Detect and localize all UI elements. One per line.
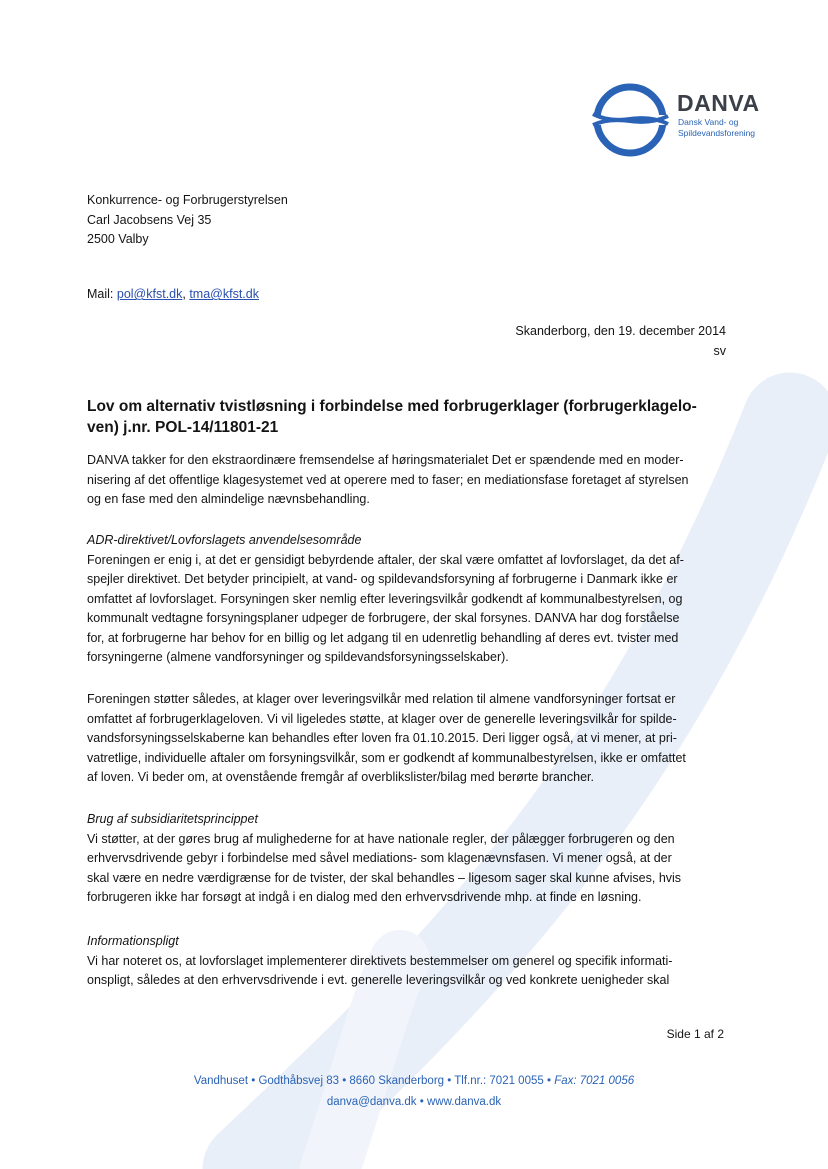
letter-title [87, 396, 737, 438]
paragraph-line: Vi støtter, at der gøres brug af mulighederne for at have nationale regler, der pålægger forbrugeren og den [87, 831, 675, 846]
email-link-pol[interactable]: pol@kfst.dk [116, 287, 183, 301]
paragraph-line: vatretlige, individuelle aftaler om forsyningsvilkår, som er godkendt af kommunalbestyrelsen, ikke er omfattet [87, 750, 686, 765]
section-adr [87, 531, 737, 668]
paragraph-line: Vi har noteret os, at lovforslaget implementerer direktivets bestemmelser om generel og specifik informati- [87, 953, 673, 968]
intro-line: DANVA takker for den ekstraordinære fremsendelse af høringsmaterialet Det er spændende med en moder- [87, 453, 684, 467]
author-initials: sv [713, 343, 726, 358]
paragraph-line: vandsforsyningsselskaberne kan behandles efter loven fra 01.10.2015. Deri ligger også, at vi mener, at pri- [87, 731, 677, 745]
footer-address-text: Vandhuset • Godthåbsvej 83 • 8660 Skanderborg • Tlf.nr.: 7021 0055 • [193, 1075, 555, 1087]
dateline [515, 322, 726, 361]
section-heading: Informationspligt [87, 934, 179, 948]
paragraph-line: onspligt, således at den erhvervsdrivende i evt. generelle leveringsvilkår og ved konkrete uenigheder skal [87, 973, 670, 987]
section-heading: ADR-direktivet/Lovforslagets anvendelsesområde [87, 533, 362, 547]
logo-subtitle-line1: Dansk Vand- og [678, 117, 739, 127]
paragraph-line: erhvervsdrivende gebyr i forbindelse med såvel mediations- som klagenævnsfasen. Vi mener også, at der [87, 851, 672, 865]
mail-separator: , [182, 287, 190, 301]
title-line1: Lov om alternativ tvistløsning i forbindelse med forbrugerklager (forbrugerklagelo- [87, 398, 697, 415]
mail-line [87, 285, 259, 305]
paragraph-line: Foreningen støtter således, at klager over leveringsvilkår med relation til almene vandforsyninger fortsat er [87, 692, 676, 706]
section-information [87, 932, 737, 991]
recipient-address [87, 191, 288, 250]
section-heading: Brug af subsidiaritetsprincippet [87, 812, 258, 826]
recipient-line2: Carl Jacobsens Vej 35 [87, 212, 212, 227]
logo-subtitle-line2: Spildevandsforening [678, 128, 756, 138]
paragraph-line: kommunalt vedtagne forsyningsplaner udpeger de forbrugere, der skal forsynes. DANVA har dog forståelse [87, 611, 680, 625]
paragraph-line: forbrugeren ikke har forsøgt at indgå i en dialog med den erhvervsdrivende mhp. at finde en løsning. [87, 890, 642, 904]
recipient-line1: Konkurrence- og Forbrugerstyrelsen [87, 193, 288, 207]
recipient-line3: 2500 Valby [87, 232, 149, 246]
logo-name: DANVA [677, 90, 760, 116]
paragraph-line: skal være en nedre værdigrænse for de tvister, der skal behandles – ligesom sager skal kunne afvises, hvis [87, 870, 682, 885]
intro-line: og en fase med den almindelige nævnsbehandling. [87, 492, 370, 506]
paragraph-line: Foreningen er enig i, at det er gensidigt bebyrdende aftaler, der skal være omfattet af lovforslaget, da det af- [87, 552, 684, 567]
intro-line: nisering af det offentlige klagesystemet ved at operere med to faser; en mediationsfase foretaget af styrelsen [87, 472, 689, 487]
mail-label: Mail: [87, 287, 117, 301]
paragraph-line: forsyningerne (almene vandforsyninger og spildevandsforsyningsselskaber). [87, 650, 509, 664]
paragraph-line: af loven. Vi beder om, at ovenstående fremgår af overblikslister/bilag med berørte brancher. [87, 770, 594, 784]
footer-fax: Fax: 7021 0056 [554, 1075, 635, 1087]
footer-address [0, 1075, 828, 1087]
page-number: Side 1 af 2 [666, 1027, 724, 1041]
section-subsidiarity [87, 810, 737, 908]
paragraph-line: omfattet af lovforslaget. Forsyningen sker nemlig efter leveringsvilkår godkendt af kommunalbestyrelsen, og [87, 591, 683, 606]
paragraph-line: omfattet af forbrugerklageloven. Vi vil ligeledes støtte, at klager over de generelle leveringsvilkår for spilde- [87, 711, 677, 726]
paragraph-line: spejler direktivet. Det betyder principielt, at vand- og spildevandsforsyning af forbrugerne i Danmark ikke er [87, 572, 678, 586]
paragraph-line: for, at forbrugerne har behov for en billig og let adgang til en udenretlig behandling af deres evt. tvister med [87, 630, 679, 645]
section-adr-paragraph2 [87, 690, 737, 788]
title-line2: ven) j.nr. POL-14/11801-21 [87, 419, 279, 436]
footer-contact: danva@danva.dk • www.danva.dk [326, 1096, 502, 1108]
letter-date: Skanderborg, den 19. december 2014 [515, 324, 726, 338]
intro-paragraph [87, 451, 737, 510]
email-link-tma[interactable]: tma@kfst.dk [189, 287, 259, 301]
